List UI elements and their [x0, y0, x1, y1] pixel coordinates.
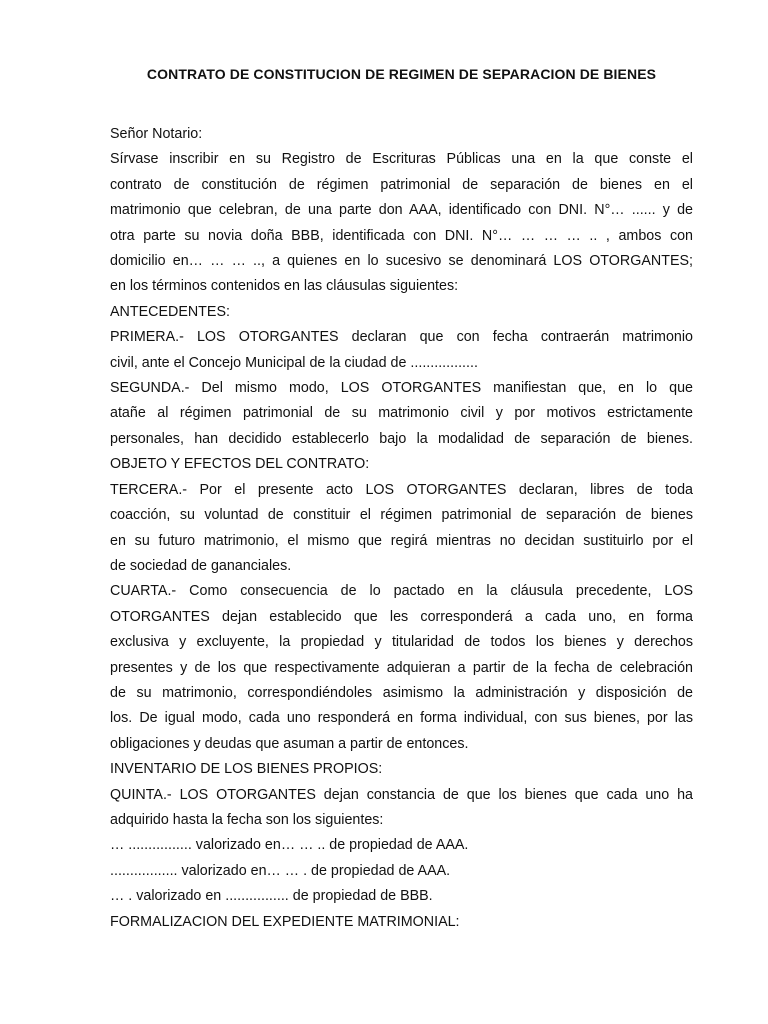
document-line: de sociedad de gananciales.	[110, 557, 292, 574]
document-line: coacción, su voluntad de constituir el régimen patrimonial de separación de bienes	[110, 507, 693, 524]
document-line: TERCERA.- Por el presente acto LOS OTORGANTES declaran, libres de toda	[110, 481, 693, 498]
document-title: CONTRATO DE CONSTITUCION DE REGIMEN DE SEPARACION DE BIENES	[146, 66, 657, 82]
document-line: atañe al régimen patrimonial de su matrimonio civil y por motivos estrictamente	[110, 405, 693, 422]
document-body	[110, 122, 693, 935]
document-line: contrato de constitución de régimen patrimonial de separación de bienes en el	[110, 176, 693, 193]
document-line: de su matrimonio, correspondiéndoles asimismo la administración y disposición de	[110, 684, 693, 701]
document-line: OBJETO Y EFECTOS DEL CONTRATO:	[110, 456, 370, 473]
document-line: CUARTA.- Como consecuencia de lo pactado en la cláusula precedente, LOS	[110, 583, 693, 600]
document-line: en los términos contenidos en las cláusulas siguientes:	[110, 278, 459, 295]
document-line: Sírvase inscribir en su Registro de Escrituras Públicas una en la que conste el	[110, 151, 693, 168]
document-line: matrimonio que celebran, de una parte don AAA, identificado con DNI. N°… ...... y de	[110, 202, 693, 219]
document-line: … ................ valorizado en… … .. de propiedad de AAA.	[110, 837, 469, 854]
document-line: ................. valorizado en… … . de propiedad de AAA.	[110, 862, 451, 879]
document-line: FORMALIZACION DEL EXPEDIENTE MATRIMONIAL:	[110, 913, 460, 930]
document-line: civil, ante el Concejo Municipal de la ciudad de .................	[110, 354, 478, 371]
document-line: … . valorizado en ................ de propiedad de BBB.	[110, 888, 433, 905]
document-line: OTORGANTES dejan establecido que les corresponderá a cada uno, en forma	[110, 608, 693, 625]
document-line: ANTECEDENTES:	[110, 303, 230, 320]
document-page	[110, 64, 693, 935]
document-line: Señor Notario:	[110, 126, 203, 142]
document-line: PRIMERA.- LOS OTORGANTES declaran que con fecha contraerán matrimonio	[110, 329, 693, 346]
document-line: exclusiva y excluyente, la propiedad y titularidad de todos los bienes y derechos	[110, 634, 693, 651]
document-line: adquirido hasta la fecha son los siguientes:	[110, 811, 384, 828]
document-line: domicilio en… … … .., a quienes en lo sucesivo se denominará LOS OTORGANTES;	[110, 253, 693, 270]
document-line: en su futuro matrimonio, el mismo que regirá mientras no decidan sustituirlo por el	[110, 532, 693, 549]
document-line: los. De igual modo, cada uno responderá en forma individual, con sus bienes, por las	[110, 710, 693, 727]
document-line: personales, han decidido establecerlo bajo la modalidad de separación de bienes.	[110, 430, 693, 447]
document-line: QUINTA.- LOS OTORGANTES dejan constancia de que los bienes que cada uno ha	[110, 786, 693, 803]
document-line: obligaciones y deudas que asuman a partir de entonces.	[110, 735, 469, 752]
document-line: otra parte su novia doña BBB, identificada con DNI. N°… … … … .. , ambos con	[110, 227, 693, 244]
document-line: presentes y de los que respectivamente adquieran a partir de la fecha de celebración	[110, 659, 693, 676]
document-line: SEGUNDA.- Del mismo modo, LOS OTORGANTES manifiestan que, en lo que	[110, 380, 693, 397]
document-line: INVENTARIO DE LOS BIENES PROPIOS:	[110, 761, 383, 778]
